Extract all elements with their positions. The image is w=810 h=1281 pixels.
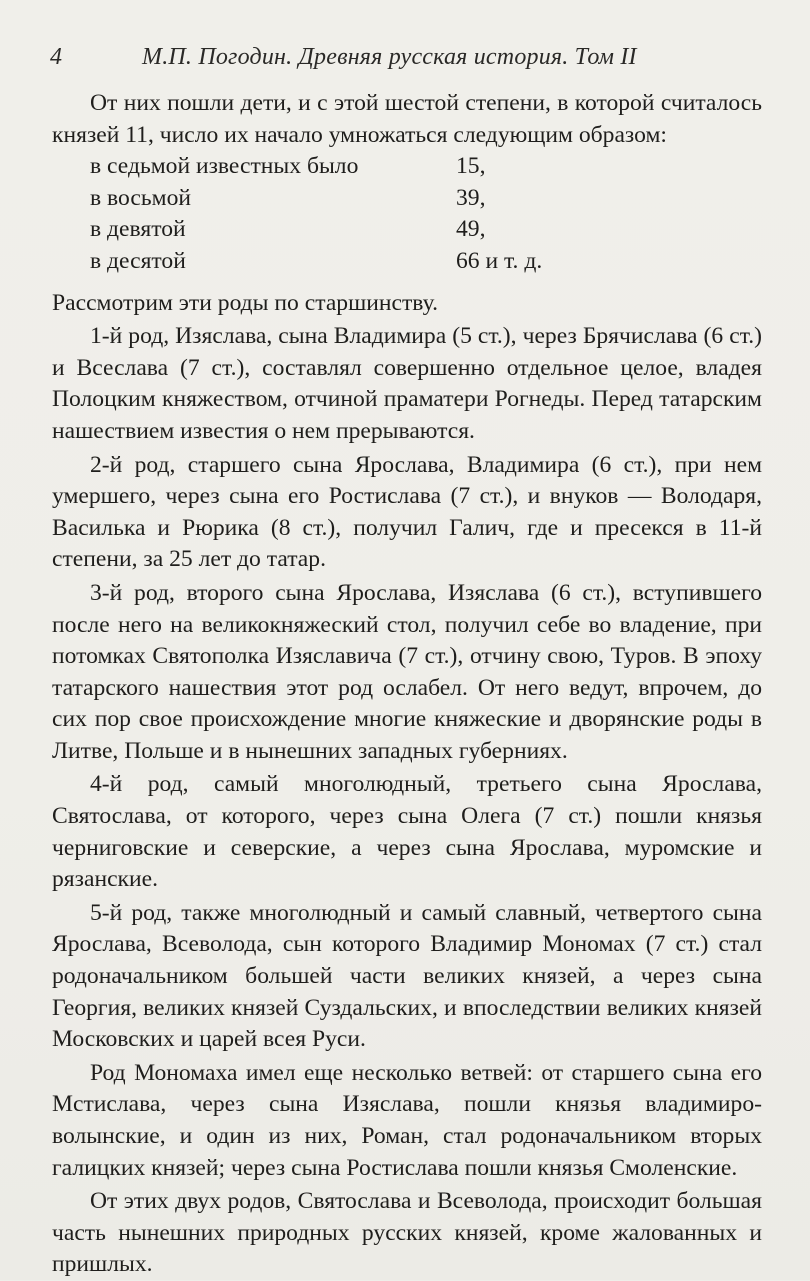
intro-paragraph: От них пошли дети, и с этой шестой степени, в которой считалось князей 11, число их начало умножаться следующим образом: (52, 90, 762, 148)
degree-count: 66 и т. д. (456, 247, 543, 274)
degree-table (90, 151, 730, 277)
degree-label: в десятой (90, 247, 186, 274)
page-body (52, 88, 762, 1281)
degree-row (90, 151, 730, 183)
page-number: 4 (50, 44, 62, 70)
degree-label: в восьмой (90, 184, 191, 211)
paragraph-monomakh-branches: Род Мономаха имел еще несколько ветвей: от старшего сына его Мстислава, через сына Изяслава, пошли князья владимиро-волынские, и один из них, Роман, стал родоначальником вторых галицких князей; через сына Ростислава пошли князья Смоленские. (52, 1059, 762, 1181)
page-header (50, 44, 762, 78)
degree-label: в седьмой известных было (90, 153, 359, 180)
degree-count: 39, (456, 184, 486, 211)
paragraph-conclusion: От этих двух родов, Святослава и Всеволода, происходит большая часть нынешних природных русских князей, кроме жалованных и пришлых. (52, 1188, 762, 1278)
degree-row (90, 246, 730, 278)
running-title: М.П. Погодин. Древняя русская история. Том II (142, 44, 637, 70)
paragraph-intro-lineages: Рассмотрим эти роды по старшинству. (52, 289, 438, 316)
degree-row (90, 214, 730, 246)
degree-count: 49, (456, 216, 486, 243)
paragraph-lineage-1: 1-й род, Изяслава, сына Владимира (5 ст.), через Брячислава (6 ст.) и Всеслава (7 ст.), составлял совершенно отдельное целое, владея Полоцким княжеством, отчиной праматери Рогнеды. Перед татарским нашествием известия о нем прерываются. (52, 323, 762, 444)
degree-count: 15, (456, 153, 486, 180)
paragraph-lineage-3: 3-й род, второго сына Ярослава, Изяслава (6 ст.), вступившего после него на великокняжеский стол, получил себе во владение, при потомках Святополка Изяславича (7 ст.), отчину свою, Туров. В эпоху татарского нашествия этот род ослабел. От него ведут, впрочем, до сих пор свое происхождение многие княжеские и дворянские роды в Литве, Польше и в нынешних западных губерниях. (52, 579, 762, 764)
degree-row (90, 183, 730, 215)
paragraph-lineage-4: 4-й род, самый многолюдный, третьего сына Ярослава, Святослава, от которого, через сына Олега (7 ст.) пошли князья черниговские и северские, а через сына Ярослава, муромские и рязанские. (52, 771, 762, 893)
paragraph-lineage-2: 2-й род, старшего сына Ярослава, Владимира (6 ст.), при нем умершего, через сына его Ростислава (7 ст.), и внуков — Володаря, Василька и Рюрика (8 ст.), получил Галич, где и пресекся в 11-й степени, за 25 лет до татар. (52, 451, 762, 573)
degree-label: в девятой (90, 216, 186, 243)
paragraph-lineage-5: 5-й род, также многолюдный и самый славный, четвертого сына Ярослава, Всеволода, сын которого Владимир Мономах (7 ст.) стал родоначальником большей части великих князей, а через сына Георгия, великих князей Суздальских, и впоследствии великих князей Московских и царей всея Руси. (52, 899, 762, 1053)
